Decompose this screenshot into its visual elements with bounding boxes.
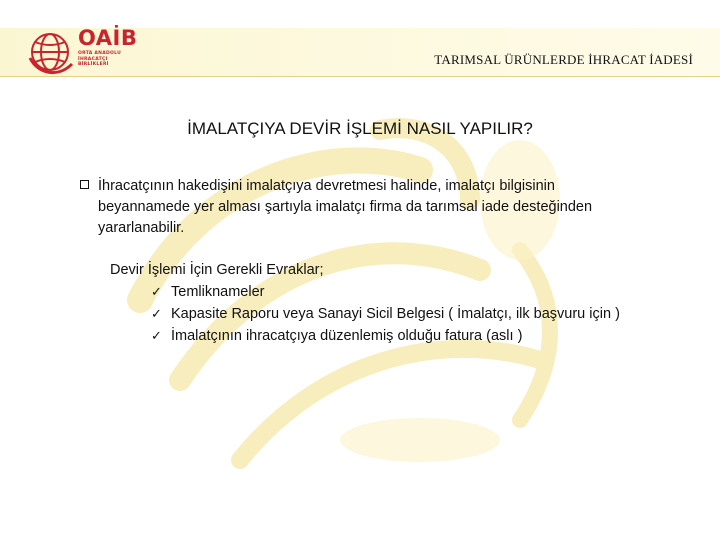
bullet-text: [98, 176, 678, 239]
document-item-text: Kapasite Raporu veya Sanayi Sicil Belgesi ( İmalatçı, ilk başvuru için ): [171, 306, 620, 322]
list-item: [151, 328, 522, 344]
document-item-text: İmalatçının ihracatçıya düzenlemiş olduğu fatura (aslı ): [171, 328, 523, 344]
bullet-line: beyannamede yer alması şartıyla imalatçı firma da tarımsal iade desteğinden: [98, 199, 593, 215]
checkmark-icon: ✓: [151, 329, 162, 344]
list-item: [151, 306, 620, 322]
header-title: TARIMSAL ÜRÜNLERDE İHRACAT İADESİ: [434, 52, 693, 67]
list-item: [151, 284, 264, 300]
logo-wordmark: OAİB: [78, 26, 138, 50]
checkmark-icon: ✓: [151, 307, 162, 322]
bullet-line: İhracatçının hakedişini imalatçıya devretmesi halinde, imalatçı bilgisinin: [98, 178, 555, 194]
document-item-text: Temliknameler: [171, 284, 265, 300]
checkmark-icon: ✓: [151, 285, 162, 300]
oaib-logo: [28, 24, 138, 94]
bullet-line: yararlanabilir.: [98, 220, 185, 236]
page-heading: İMALATÇIYA DEVİR İŞLEMİ NASIL YAPILIR?: [187, 119, 533, 138]
logo-subtext: ORTA ANADOLU İHRACATÇI BİRLİKLERİ: [78, 51, 122, 67]
documents-label: Devir İşlemi İçin Gerekli Evraklar;: [110, 262, 324, 278]
checkbox-square-icon: [80, 180, 89, 189]
globe-logo-icon: [28, 28, 76, 80]
